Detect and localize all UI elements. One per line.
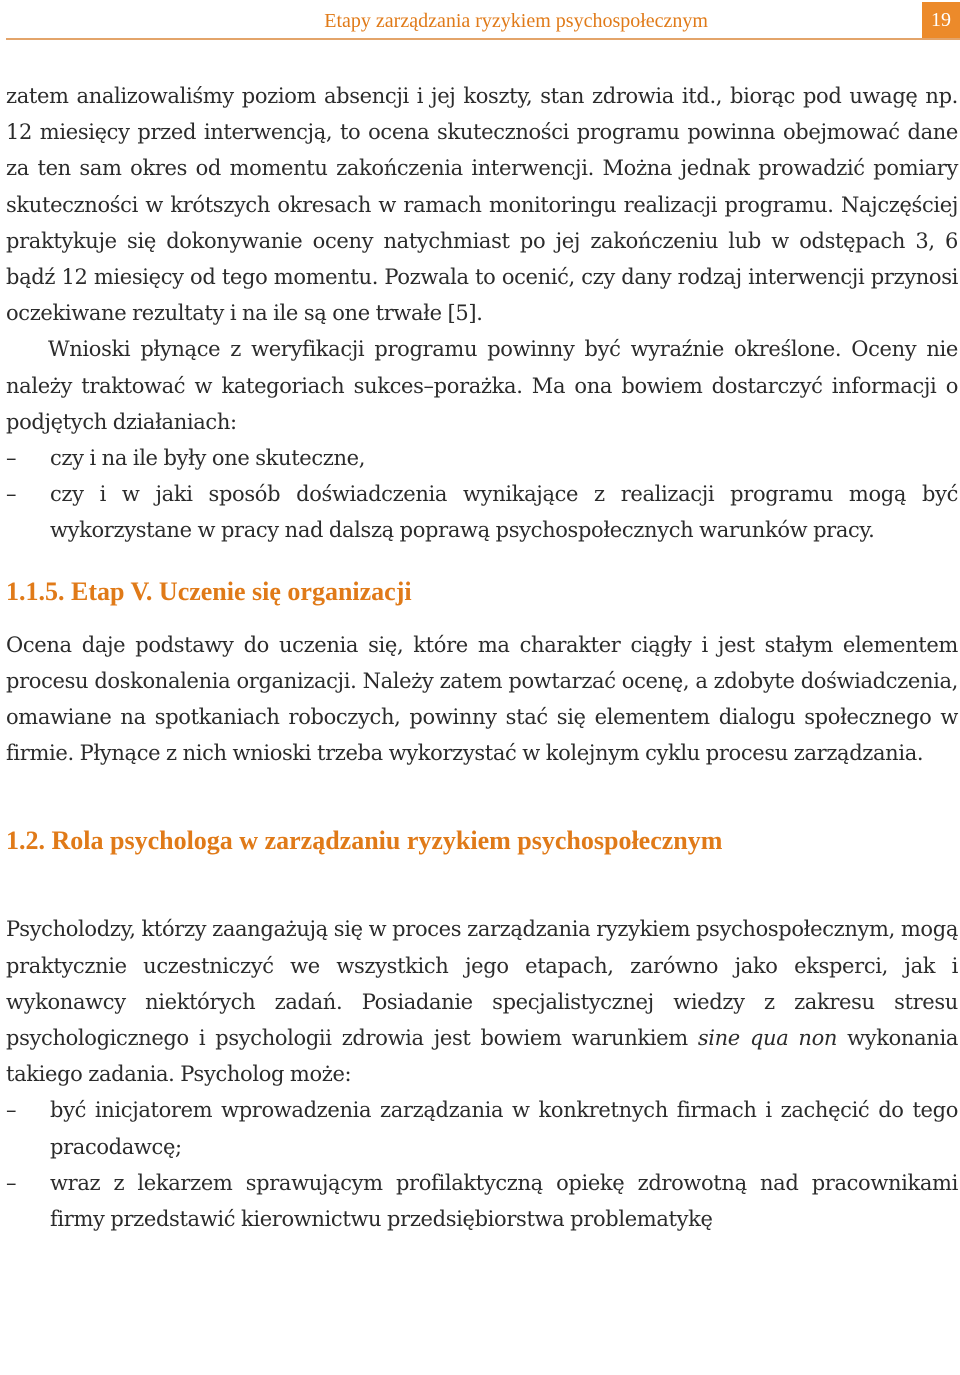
page-content (6, 78, 958, 1237)
running-title: Etapy zarządzania ryzykiem psychospołecznym (324, 10, 708, 32)
list-item-text: wraz z lekarzem sprawującym profilaktyczną opiekę zdrowotną nad pracownikami firmy przedstawić kierownictwu przedsiębiorstwa problematykę (50, 1170, 958, 1232)
page-number: 19 (922, 2, 960, 38)
paragraph-text: wykonania takiego zadania. Psycholog może: (6, 1026, 958, 1087)
list-item (6, 1092, 958, 1164)
dash-marker: – (6, 446, 17, 471)
list-item (6, 440, 958, 476)
list-item (6, 1165, 958, 1237)
list-item-text: być inicjatorem wprowadzenia zarządzania w konkretnych firmach i zachęcić do tego pracodawcę; (50, 1098, 958, 1159)
running-header (6, 0, 960, 40)
list-item-text: czy i w jaki sposób doświadczenia wynikające z realizacji programu mogą być wykorzystane w pracy nad dalszą poprawą psychospołecznych warunków pracy. (50, 482, 958, 543)
paragraph-psychologists (6, 911, 958, 1092)
section-heading-psychologist-role: 1.2. Rola psychologa w zarządzaniu ryzykiem psychospołecznym (6, 826, 723, 856)
paragraph-conclusions: Wnioski płynące z weryfikacji programu powinny być wyraźnie określone. Oceny nie należy traktować w kategoriach sukces–porażka. Ma ona bowiem dostarczyć informacji o podjętych działaniach: (6, 337, 958, 434)
list-item-text: czy i na ile były one skuteczne, (50, 446, 366, 471)
section-heading-stage-v: 1.1.5. Etap V. Uczenie się organizacji (6, 576, 412, 606)
list-item (6, 476, 958, 548)
psychologist-tasks-list (6, 1092, 958, 1237)
dash-marker: – (6, 482, 17, 507)
dash-marker: – (6, 1170, 17, 1195)
paragraph-learning: Ocena daje podstawy do uczenia się, które ma charakter ciągły i jest stałym elementem procesu doskonalenia organizacji. Należy zatem powtarzać ocenę, a zdobyte doświadczenia, omawiane na spotkaniach roboczych, powinny stać się elementem dialogu społecznego w firmie. Płynące z nich wnioski trzeba wykorzystać w kolejnym cyklu procesu zarządzania. (6, 632, 958, 766)
evaluation-list (6, 440, 958, 549)
paragraph-continuation: zatem analizowaliśmy poziom absencji i jej koszty, stan zdrowia itd., biorąc pod uwagę np. 12 miesięcy przed interwencją, to ocena skuteczności programu powinna obejmować dane za ten sam okres od momentu zakończenia interwencji. Można jednak prowadzić pomiary skuteczności w krótszych okresach w ramach monitoringu realizacji programu. Najczęściej praktykuje się dokonywanie oceny natychmiast po jej zakończeniu lub w odstępach 3, 6 bądź 12 miesięcy od tego momentu. Pozwala to ocenić, czy dany rodzaj interwencji przynosi oczekiwane rezultaty i na ile są one trwałe [5]. (6, 84, 958, 326)
paragraph-text: Psycholodzy, którzy zaangażują się w proces zarządzania ryzykiem psychospołecznym, mogą praktycznie uczestniczyć we wszystkich jego etapach, zarówno jako eksperci, jak i wykonawcy niektórych zadań. Posiadanie specjalistycznej wiedzy z zakresu stresu psychologicznego i psychologii zdrowia jest bowiem warunkiem (6, 917, 958, 1051)
dash-marker: – (6, 1098, 17, 1123)
latin-phrase: sine qua non (697, 1026, 838, 1051)
